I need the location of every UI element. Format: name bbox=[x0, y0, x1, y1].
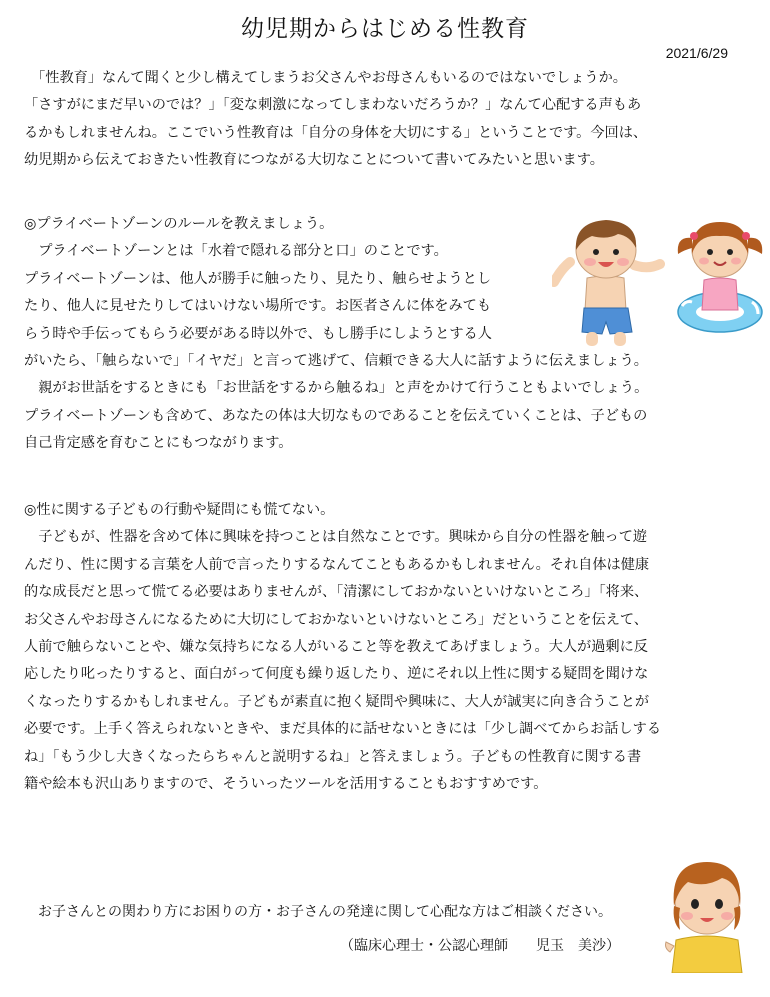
section-line: 必要です。上手く答えられないときや、まだ具体的に話せないときには「少し調べてからお話しする bbox=[24, 721, 662, 738]
section-heading: ◎性に関する子どもの行動や疑問にも慌てない。 bbox=[24, 502, 335, 518]
author-signature: （臨床心理士・公認心理師 児玉 美沙） bbox=[340, 938, 620, 954]
section-line: んだり、性に関する言葉を人前で言ったりするなんてこともあるかもしれません。それ自体は健康 bbox=[24, 556, 650, 573]
section-line: プライベートゾーンは、他人が勝手に触ったり、見たり、触らせようとし bbox=[24, 270, 492, 287]
section-line: 自己肯定感を育むことにもつながります。 bbox=[24, 435, 293, 452]
section-line: プライベートゾーンとは「水着で隠れる部分と口」のことです。 bbox=[24, 243, 448, 260]
section-child-questions bbox=[24, 497, 744, 798]
intro-line: 「性教育」なんて聞くと少し構えてしまうお父さんやお母さんもいるのではないでしょうか。 bbox=[24, 70, 627, 86]
section-heading: ◎プライベートゾーンのルールを教えましょう。 bbox=[24, 216, 334, 232]
section-line: 応したり叱ったりすると、面白がって何度も繰り返したり、逆にそれ以上性に関する疑問を聞けな bbox=[24, 666, 649, 683]
section-line: プライベートゾーンも含めて、あなたの体は大切なものであることを伝えていくことは、子どもの bbox=[24, 407, 648, 424]
section-line: くなったりするかもしれません。子どもが素直に抱く疑問や興味に、大人が誠実に向き合うことが bbox=[24, 693, 650, 710]
section-line: たり、他人に見せたりしてはいけない場所です。お医者さんに体をみても bbox=[24, 298, 492, 315]
section-line: 籍や絵本も沢山ありますので、そういったツールを活用することもおすすめです。 bbox=[24, 776, 548, 793]
page-title: 幼児期からはじめる性教育 bbox=[241, 16, 529, 42]
section-line: 的な成長だと思って慌てる必要はありませんが、「清潔にしておかないといけないところ」「将来、 bbox=[24, 584, 649, 601]
consultation-note: お子さんとの関わり方にお困りの方・お子さんの発達に関して心配な方はご相談ください。 bbox=[38, 904, 612, 920]
girl-figure bbox=[678, 222, 762, 332]
intro-line: 「さすがにまだ早いのでは？」「変な刺激になってしまわないだろうか？」なんて心配する声もあ bbox=[24, 97, 642, 114]
section-line: 親がお世話をするときにも「お世話をするから触るね」と声をかけて行うこともよいでしょう。 bbox=[24, 380, 649, 397]
intro-line: 幼児期から伝えておきたい性教育につながる大切なことについて書いてみたいと思います。 bbox=[24, 152, 604, 169]
intro-paragraph bbox=[24, 65, 744, 175]
section-line: ね」「もう少し大きくなったらちゃんと説明するね」と答えましょう。子どもの性教育に関する書 bbox=[24, 748, 642, 765]
date: 2021/6/29 bbox=[665, 45, 728, 61]
section-line: お父さんやお母さんになるために大切にしておかないといけないところ」だということを伝えて、 bbox=[24, 611, 648, 628]
section-line: 人前で触らないことや、嫌な気持ちになる人がいること等を教えてあげましょう。大人が過剰に反 bbox=[24, 639, 648, 656]
counselor-illustration bbox=[662, 848, 752, 973]
intro-line: るかもしれませんね。ここでいう性教育は「自分の身体を大切にする」ということです。今回は、 bbox=[24, 124, 648, 141]
children-swimsuit-illustration bbox=[552, 210, 770, 350]
section-line: 子どもが、性器を含めて体に興味を持つことは自然なことです。興味から自分の性器を触って遊 bbox=[24, 529, 648, 546]
section-line: らう時や手伝ってもらう必要がある時以外で、もし勝手にしようとする人 bbox=[24, 325, 492, 342]
section-line: がいたら、「触らないで」「イヤだ」と言って逃げて、信頼できる大人に話すように伝えましょう。 bbox=[24, 353, 648, 370]
boy-figure bbox=[554, 220, 660, 346]
